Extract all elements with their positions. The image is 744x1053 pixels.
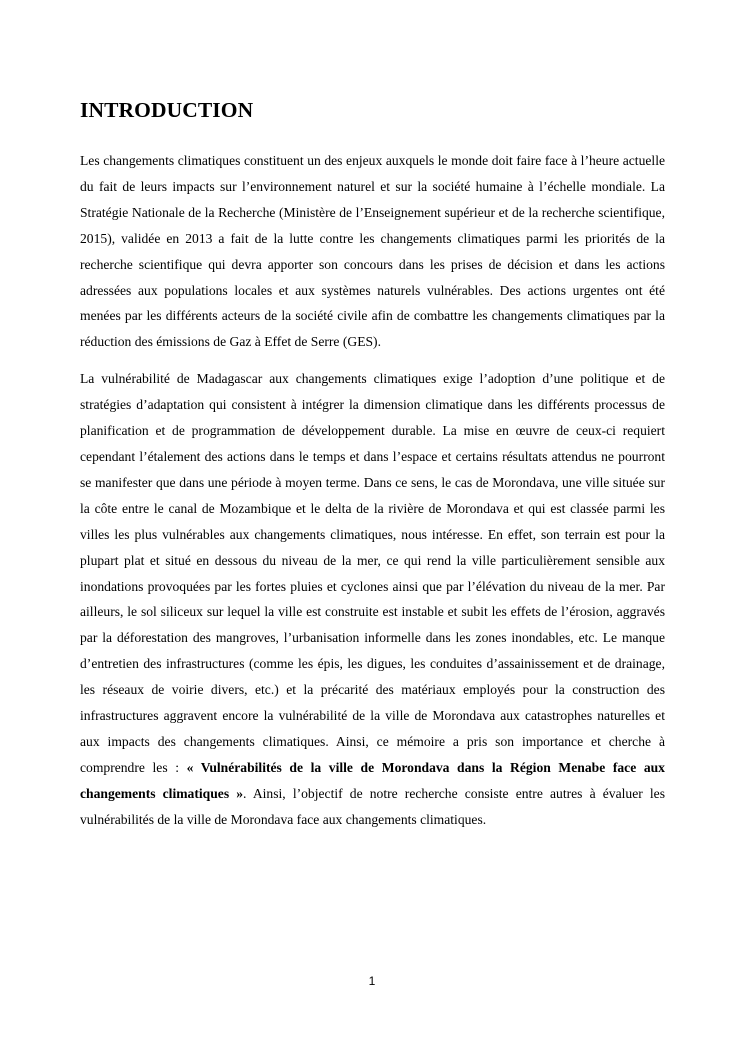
document-page	[80, 96, 665, 833]
paragraph-2-text-end: . Ainsi, l’objectif de notre recherche consiste entre autres à évaluer les vulnérabilités de la ville de Morondava face aux changements climatiques.	[80, 785, 665, 827]
paragraph-2	[80, 366, 665, 832]
paragraph-2-bold-title: « Vulnérabilités de la ville de Morondava dans la Région Menabe face aux changements climatiques »	[80, 759, 665, 801]
paragraph-2-text: La vulnérabilité de Madagascar aux changements climatiques exige l’adoption d’une politique et de stratégies d’adaptation qui consistent à intégrer la dimension climatique dans les différents processus de planification et de programmation de développement durable. La mise en œuvre de ceux-ci requiert cependant l’étalement des actions dans le temps et dans l’espace et certains résultats attendus ne pourront se manifester que dans une période à moyen terme. Dans ce sens, le cas de Morondava, une ville située sur la côte entre le canal de Mozambique et le delta de la rivière de Morondava et qui est classée parmi les villes les plus vulnérables aux changements climatiques, nous intéresse. En effet, son terrain est pour la plupart plat et situé en dessous du niveau de la mer, ce qui rend la ville particulièrement sensible aux inondations provoquées par les fortes pluies et cyclones ainsi que par l’élévation du niveau de la mer. Par ailleurs, le sol siliceux sur lequel la ville est construite est instable et subit les effets de l’érosion, aggravés par la déforestation des mangroves, l’urbanisation informelle dans les zones inondables, etc. Le manque d’entretien des infrastructures (comme les épis, les digues, les conduites d’assainissement et de drainage, les réseaux de voirie divers, etc.) et la précarité des matériaux employés pour la construction des infrastructures aggravent encore la vulnérabilité de la ville de Morondava aux catastrophes naturelles et aux impacts des changements climatiques. Ainsi, ce mémoire a pris son importance et cherche à comprendre les :	[80, 371, 665, 775]
page-number: 1	[368, 974, 376, 988]
section-title: INTRODUCTION	[80, 98, 254, 122]
paragraph-1: Les changements climatiques constituent un des enjeux auxquels le monde doit faire face à l’heure actuelle du fait de leurs impacts sur l’environnement naturel et sur la société humaine à l’échelle mondiale. La Stratégie Nationale de la Recherche (Ministère de l’Enseignement supérieur et de la recherche scientifique, 2015), validée en 2013 a fait de la lutte contre les changements climatiques parmi les priorités de la recherche scientifique qui devra apporter son concours dans les prises de décision et dans les actions adressées aux populations locales et aux systèmes naturels vulnérables. Des actions urgentes ont été menées par les différents acteurs de la société civile afin de combattre les changements climatiques par la réduction des émissions de Gaz à Effet de Serre (GES).	[80, 153, 665, 350]
